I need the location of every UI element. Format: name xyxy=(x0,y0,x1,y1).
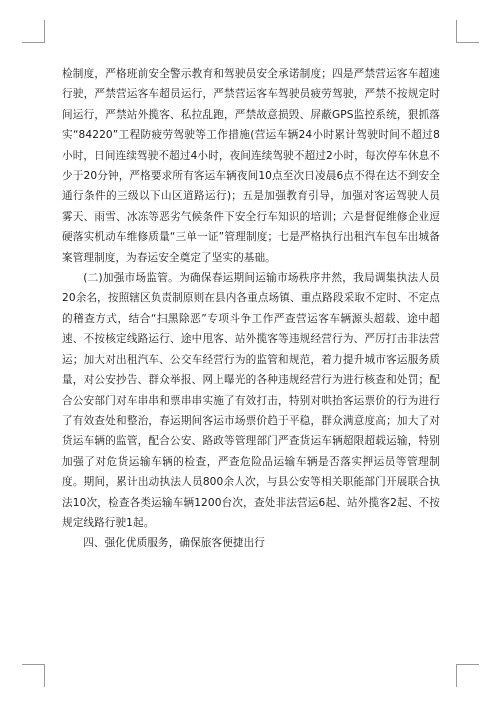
crop-mark-bottom-right xyxy=(456,664,479,687)
crop-mark-bottom-left xyxy=(22,664,45,687)
crop-mark-top-left xyxy=(22,20,45,43)
section-heading-quality-service: 四、强化优质服务，确保旅客便捷出行 xyxy=(83,537,265,550)
document-body xyxy=(62,64,440,554)
paragraph-market-supervision: (二)加强市场监管。为确保春运期间运输市场秩序井然，我局调集执法人员20余名，按照辖区负责制原则在县内各重点场镇、重点路段采取不定时、不定点的稽查方式，结合“扫黑除恶”专项斗争工作严查营运客车辆源头超载、途中超速、不按核定线路运行、途中甩客、站外揽客等违规经营行为、严厉打击非法营运；加大对出租汽车、公交车经营行为的监管和规范，着力提升城市客运服务质量，对公安抄告、群众举报、网上曝光的各种违规经营行为进行核查和处罚；配合公安部门对车串串和票串串实施了有效打击，特别对哄抬客运票价的行为进行了有效查处和整治，春运期间客运市场票价趋于平稳，群众满意度高；加大了对货运车辆的监管，配合公安、路政等管理部门严查货运车辆超限超载运输，特别加强了对危货运输车辆的检查，严查危险品运输车辆是否落实押运员等管理制度。期间，累计出动执法人员800余人次，与县公安等相关职能部门开展联合执法10次，检查各类运输车辆1200台次，查处非法营运6起、站外揽客2起、不按规定线路行驶1起。 xyxy=(62,272,440,529)
paragraph-safety-measures: 检制度，严格班前安全警示教育和驾驶员安全承诺制度；四是严禁营运客车超速行驶，严禁营运客车超员运行，严禁营运客车驾驶员疲劳驾驶，严禁不按规定时间运行，严禁站外揽客、私拉乱跑，严禁故意损毁、屏蔽GPS监控系统，狠抓落实“84220”工程防疲劳驾驶等工作措施(营运车辆24小时累计驾驶时间不超过8小时，日间连续驾驶不超过4小时，夜间连续驾驶不超过2小时，每次停车休息不少于20分钟，严格要求所有客运车辆夜间10点至次日凌晨6点不得在达不到安全通行条件的三级以下山区道路运行)；五是加强教育引导，加强对客运驾驶人员雾天、雨雪、冰冻等恶劣气候条件下安全行车知识的培训；六是督促维修企业逗硬落实机动车维修质量“三单一证”管理制度；七是严格执行出租汽车包车出城备案管理制度，为春运安全奠定了坚实的基础。 xyxy=(62,68,440,264)
crop-mark-top-right xyxy=(456,20,479,43)
